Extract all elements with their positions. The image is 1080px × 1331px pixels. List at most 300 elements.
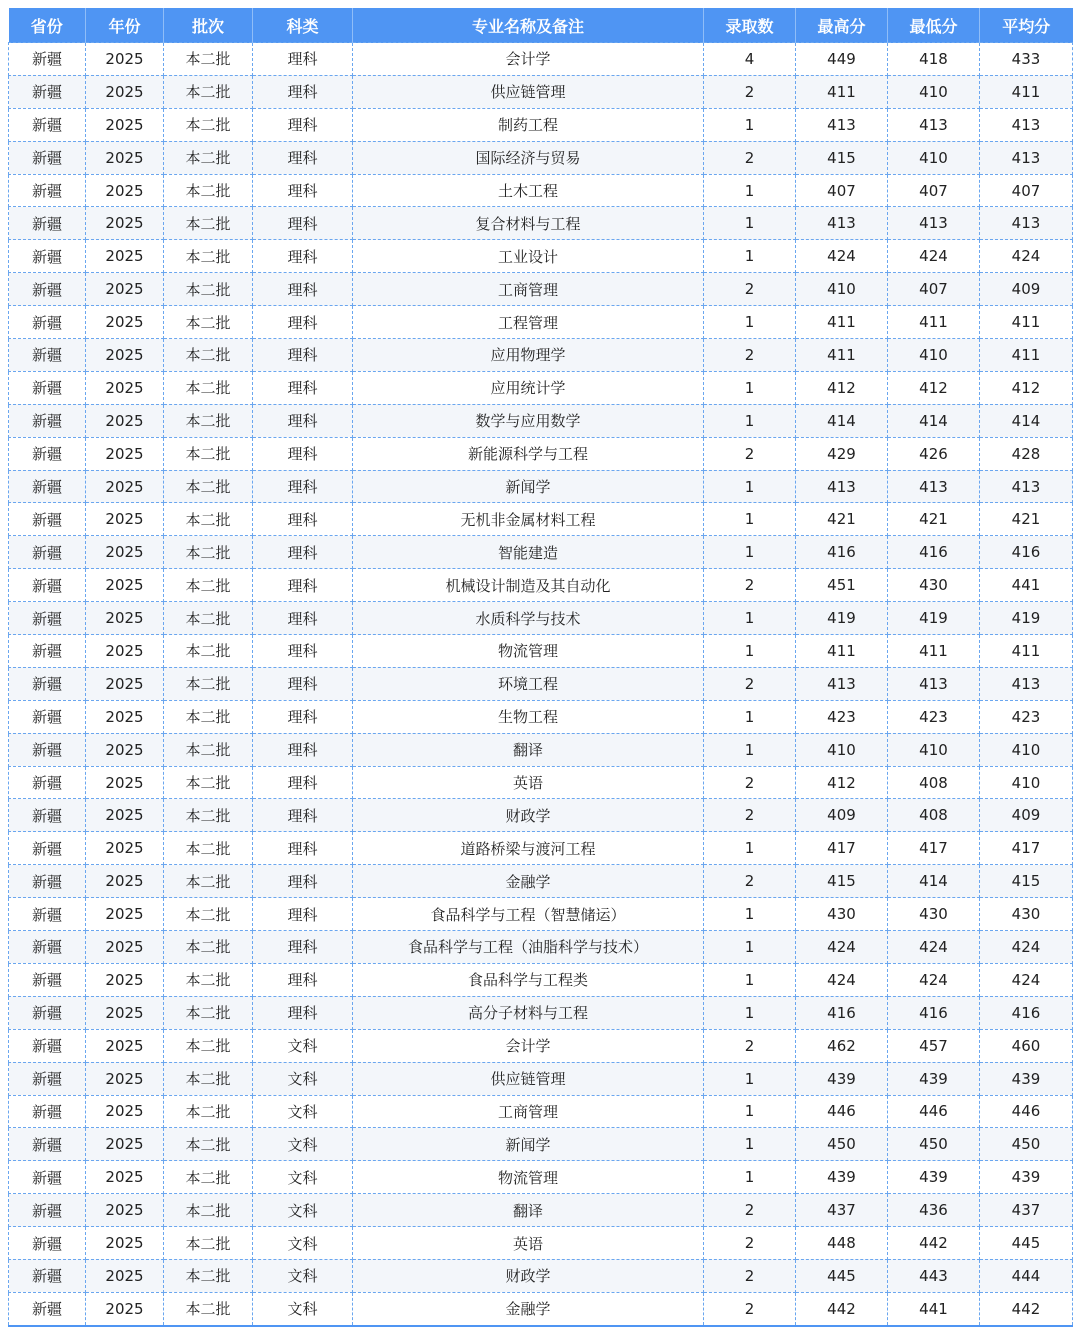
province-cell: 新疆 <box>9 1062 86 1095</box>
table-row <box>9 1128 1073 1161</box>
admitted-count-cell: 1 <box>704 1161 796 1194</box>
max-score-cell: 413 <box>796 108 888 141</box>
batch-cell: 本二批 <box>164 832 253 865</box>
table-row <box>9 240 1073 273</box>
subject-type-cell: 理科 <box>253 667 353 700</box>
admitted-count-cell: 2 <box>704 1292 796 1325</box>
max-score-cell: 423 <box>796 700 888 733</box>
header-province: 省份 <box>9 8 86 43</box>
province-cell: 新疆 <box>9 832 86 865</box>
year-cell: 2025 <box>86 766 164 799</box>
major-name-cell: 金融学 <box>353 865 704 898</box>
avg-score-cell: 445 <box>980 1227 1073 1260</box>
year-cell: 2025 <box>86 43 164 76</box>
table-row <box>9 1095 1073 1128</box>
batch-cell: 本二批 <box>164 536 253 569</box>
province-cell: 新疆 <box>9 931 86 964</box>
max-score-cell: 424 <box>796 931 888 964</box>
avg-score-cell: 417 <box>980 832 1073 865</box>
min-score-cell: 450 <box>888 1128 980 1161</box>
province-cell: 新疆 <box>9 240 86 273</box>
avg-score-cell: 411 <box>980 339 1073 372</box>
batch-cell: 本二批 <box>164 602 253 635</box>
province-cell: 新疆 <box>9 43 86 76</box>
subject-type-cell: 理科 <box>253 371 353 404</box>
min-score-cell: 414 <box>888 865 980 898</box>
year-cell: 2025 <box>86 1227 164 1260</box>
min-score-cell: 439 <box>888 1062 980 1095</box>
avg-score-cell: 414 <box>980 404 1073 437</box>
table-row <box>9 898 1073 931</box>
avg-score-cell: 413 <box>980 141 1073 174</box>
batch-cell: 本二批 <box>164 43 253 76</box>
batch-cell: 本二批 <box>164 141 253 174</box>
major-name-cell: 工程管理 <box>353 306 704 339</box>
table-row <box>9 141 1073 174</box>
batch-cell: 本二批 <box>164 240 253 273</box>
batch-cell: 本二批 <box>164 996 253 1029</box>
province-cell: 新疆 <box>9 339 86 372</box>
subject-type-cell: 文科 <box>253 1128 353 1161</box>
batch-cell: 本二批 <box>164 437 253 470</box>
year-cell: 2025 <box>86 404 164 437</box>
major-name-cell: 智能建造 <box>353 536 704 569</box>
min-score-cell: 413 <box>888 207 980 240</box>
subject-type-cell: 文科 <box>253 1259 353 1292</box>
admitted-count-cell: 1 <box>704 733 796 766</box>
avg-score-cell: 424 <box>980 931 1073 964</box>
province-cell: 新疆 <box>9 1227 86 1260</box>
batch-cell: 本二批 <box>164 931 253 964</box>
max-score-cell: 439 <box>796 1161 888 1194</box>
subject-type-cell: 理科 <box>253 536 353 569</box>
max-score-cell: 411 <box>796 339 888 372</box>
avg-score-cell: 460 <box>980 1029 1073 1062</box>
province-cell: 新疆 <box>9 963 86 996</box>
header-min-score: 最低分 <box>888 8 980 43</box>
admitted-count-cell: 1 <box>704 1095 796 1128</box>
admitted-count-cell: 1 <box>704 1128 796 1161</box>
subject-type-cell: 文科 <box>253 1292 353 1325</box>
table-row <box>9 273 1073 306</box>
table-body <box>9 43 1073 1326</box>
year-cell: 2025 <box>86 207 164 240</box>
avg-score-cell: 433 <box>980 43 1073 76</box>
avg-score-cell: 442 <box>980 1292 1073 1325</box>
year-cell: 2025 <box>86 306 164 339</box>
avg-score-cell: 411 <box>980 635 1073 668</box>
table-row <box>9 865 1073 898</box>
table-row <box>9 931 1073 964</box>
max-score-cell: 446 <box>796 1095 888 1128</box>
min-score-cell: 411 <box>888 635 980 668</box>
batch-cell: 本二批 <box>164 569 253 602</box>
max-score-cell: 430 <box>796 898 888 931</box>
subject-type-cell: 理科 <box>253 75 353 108</box>
admitted-count-cell: 1 <box>704 470 796 503</box>
major-name-cell: 供应链管理 <box>353 75 704 108</box>
major-name-cell: 供应链管理 <box>353 1062 704 1095</box>
province-cell: 新疆 <box>9 141 86 174</box>
year-cell: 2025 <box>86 832 164 865</box>
min-score-cell: 442 <box>888 1227 980 1260</box>
table-row <box>9 700 1073 733</box>
table-row <box>9 766 1073 799</box>
max-score-cell: 419 <box>796 602 888 635</box>
major-name-cell: 食品科学与工程（油脂科学与技术） <box>353 931 704 964</box>
subject-type-cell: 文科 <box>253 1062 353 1095</box>
subject-type-cell: 理科 <box>253 141 353 174</box>
admitted-count-cell: 1 <box>704 700 796 733</box>
batch-cell: 本二批 <box>164 733 253 766</box>
year-cell: 2025 <box>86 865 164 898</box>
major-name-cell: 机械设计制造及其自动化 <box>353 569 704 602</box>
max-score-cell: 415 <box>796 865 888 898</box>
table-row <box>9 404 1073 437</box>
min-score-cell: 416 <box>888 536 980 569</box>
batch-cell: 本二批 <box>164 1161 253 1194</box>
major-name-cell: 高分子材料与工程 <box>353 996 704 1029</box>
subject-type-cell: 理科 <box>253 339 353 372</box>
major-name-cell: 数学与应用数学 <box>353 404 704 437</box>
max-score-cell: 442 <box>796 1292 888 1325</box>
province-cell: 新疆 <box>9 865 86 898</box>
min-score-cell: 410 <box>888 339 980 372</box>
min-score-cell: 411 <box>888 306 980 339</box>
avg-score-cell: 410 <box>980 733 1073 766</box>
admitted-count-cell: 2 <box>704 273 796 306</box>
table-row <box>9 799 1073 832</box>
max-score-cell: 437 <box>796 1194 888 1227</box>
subject-type-cell: 理科 <box>253 635 353 668</box>
avg-score-cell: 421 <box>980 503 1073 536</box>
year-cell: 2025 <box>86 1128 164 1161</box>
province-cell: 新疆 <box>9 371 86 404</box>
avg-score-cell: 428 <box>980 437 1073 470</box>
batch-cell: 本二批 <box>164 865 253 898</box>
year-cell: 2025 <box>86 503 164 536</box>
admitted-count-cell: 1 <box>704 832 796 865</box>
max-score-cell: 416 <box>796 996 888 1029</box>
year-cell: 2025 <box>86 1259 164 1292</box>
major-name-cell: 新闻学 <box>353 470 704 503</box>
major-name-cell: 制药工程 <box>353 108 704 141</box>
admitted-count-cell: 2 <box>704 766 796 799</box>
subject-type-cell: 理科 <box>253 898 353 931</box>
avg-score-cell: 444 <box>980 1259 1073 1292</box>
major-name-cell: 生物工程 <box>353 700 704 733</box>
max-score-cell: 412 <box>796 766 888 799</box>
major-name-cell: 环境工程 <box>353 667 704 700</box>
avg-score-cell: 419 <box>980 602 1073 635</box>
province-cell: 新疆 <box>9 1259 86 1292</box>
table-row <box>9 339 1073 372</box>
table-row <box>9 832 1073 865</box>
subject-type-cell: 理科 <box>253 470 353 503</box>
admitted-count-cell: 1 <box>704 174 796 207</box>
max-score-cell: 448 <box>796 1227 888 1260</box>
admitted-count-cell: 2 <box>704 339 796 372</box>
subject-type-cell: 理科 <box>253 503 353 536</box>
table-row <box>9 569 1073 602</box>
max-score-cell: 416 <box>796 536 888 569</box>
year-cell: 2025 <box>86 733 164 766</box>
avg-score-cell: 413 <box>980 108 1073 141</box>
province-cell: 新疆 <box>9 766 86 799</box>
table-row <box>9 602 1073 635</box>
max-score-cell: 410 <box>796 273 888 306</box>
admitted-count-cell: 2 <box>704 569 796 602</box>
province-cell: 新疆 <box>9 1029 86 1062</box>
header-row <box>9 8 1073 43</box>
table-row <box>9 963 1073 996</box>
subject-type-cell: 理科 <box>253 700 353 733</box>
avg-score-cell: 409 <box>980 273 1073 306</box>
avg-score-cell: 424 <box>980 963 1073 996</box>
min-score-cell: 410 <box>888 733 980 766</box>
admitted-count-cell: 1 <box>704 1062 796 1095</box>
year-cell: 2025 <box>86 931 164 964</box>
min-score-cell: 424 <box>888 931 980 964</box>
province-cell: 新疆 <box>9 1128 86 1161</box>
avg-score-cell: 413 <box>980 207 1073 240</box>
table-row <box>9 503 1073 536</box>
max-score-cell: 450 <box>796 1128 888 1161</box>
province-cell: 新疆 <box>9 306 86 339</box>
subject-type-cell: 理科 <box>253 569 353 602</box>
min-score-cell: 410 <box>888 141 980 174</box>
header-batch: 批次 <box>164 8 253 43</box>
batch-cell: 本二批 <box>164 470 253 503</box>
batch-cell: 本二批 <box>164 75 253 108</box>
table-row <box>9 174 1073 207</box>
header-admitted-count: 录取数 <box>704 8 796 43</box>
min-score-cell: 424 <box>888 240 980 273</box>
max-score-cell: 424 <box>796 963 888 996</box>
max-score-cell: 429 <box>796 437 888 470</box>
min-score-cell: 421 <box>888 503 980 536</box>
table-row <box>9 635 1073 668</box>
table-row <box>9 1029 1073 1062</box>
major-name-cell: 无机非金属材料工程 <box>353 503 704 536</box>
province-cell: 新疆 <box>9 273 86 306</box>
min-score-cell: 424 <box>888 963 980 996</box>
batch-cell: 本二批 <box>164 503 253 536</box>
admitted-count-cell: 1 <box>704 207 796 240</box>
province-cell: 新疆 <box>9 898 86 931</box>
subject-type-cell: 文科 <box>253 1161 353 1194</box>
max-score-cell: 449 <box>796 43 888 76</box>
min-score-cell: 426 <box>888 437 980 470</box>
province-cell: 新疆 <box>9 1161 86 1194</box>
min-score-cell: 407 <box>888 273 980 306</box>
avg-score-cell: 413 <box>980 470 1073 503</box>
avg-score-cell: 415 <box>980 865 1073 898</box>
province-cell: 新疆 <box>9 602 86 635</box>
year-cell: 2025 <box>86 437 164 470</box>
province-cell: 新疆 <box>9 108 86 141</box>
batch-cell: 本二批 <box>164 1227 253 1260</box>
max-score-cell: 413 <box>796 667 888 700</box>
year-cell: 2025 <box>86 470 164 503</box>
batch-cell: 本二批 <box>164 799 253 832</box>
table-row <box>9 108 1073 141</box>
year-cell: 2025 <box>86 1095 164 1128</box>
table-row <box>9 536 1073 569</box>
major-name-cell: 翻译 <box>353 1194 704 1227</box>
min-score-cell: 419 <box>888 602 980 635</box>
batch-cell: 本二批 <box>164 766 253 799</box>
subject-type-cell: 文科 <box>253 1227 353 1260</box>
batch-cell: 本二批 <box>164 963 253 996</box>
batch-cell: 本二批 <box>164 1194 253 1227</box>
subject-type-cell: 理科 <box>253 207 353 240</box>
admitted-count-cell: 1 <box>704 503 796 536</box>
avg-score-cell: 407 <box>980 174 1073 207</box>
year-cell: 2025 <box>86 799 164 832</box>
year-cell: 2025 <box>86 1161 164 1194</box>
admitted-count-cell: 2 <box>704 1259 796 1292</box>
min-score-cell: 414 <box>888 404 980 437</box>
table-row <box>9 470 1073 503</box>
max-score-cell: 412 <box>796 371 888 404</box>
admitted-count-cell: 1 <box>704 240 796 273</box>
avg-score-cell: 411 <box>980 75 1073 108</box>
subject-type-cell: 理科 <box>253 306 353 339</box>
avg-score-cell: 423 <box>980 700 1073 733</box>
admitted-count-cell: 1 <box>704 306 796 339</box>
table-row <box>9 1227 1073 1260</box>
batch-cell: 本二批 <box>164 1128 253 1161</box>
admitted-count-cell: 1 <box>704 931 796 964</box>
admitted-count-cell: 1 <box>704 108 796 141</box>
province-cell: 新疆 <box>9 667 86 700</box>
subject-type-cell: 理科 <box>253 766 353 799</box>
major-name-cell: 工商管理 <box>353 273 704 306</box>
header-year: 年份 <box>86 8 164 43</box>
table-row <box>9 1062 1073 1095</box>
table-row <box>9 306 1073 339</box>
avg-score-cell: 439 <box>980 1161 1073 1194</box>
min-score-cell: 413 <box>888 667 980 700</box>
admitted-count-cell: 2 <box>704 865 796 898</box>
year-cell: 2025 <box>86 141 164 174</box>
header-avg-score: 平均分 <box>980 8 1073 43</box>
subject-type-cell: 文科 <box>253 1194 353 1227</box>
max-score-cell: 417 <box>796 832 888 865</box>
admitted-count-cell: 2 <box>704 437 796 470</box>
min-score-cell: 430 <box>888 569 980 602</box>
major-name-cell: 土木工程 <box>353 174 704 207</box>
subject-type-cell: 理科 <box>253 404 353 437</box>
subject-type-cell: 理科 <box>253 799 353 832</box>
subject-type-cell: 理科 <box>253 963 353 996</box>
subject-type-cell: 理科 <box>253 273 353 306</box>
major-name-cell: 英语 <box>353 1227 704 1260</box>
province-cell: 新疆 <box>9 174 86 207</box>
year-cell: 2025 <box>86 635 164 668</box>
min-score-cell: 430 <box>888 898 980 931</box>
batch-cell: 本二批 <box>164 108 253 141</box>
batch-cell: 本二批 <box>164 371 253 404</box>
year-cell: 2025 <box>86 273 164 306</box>
major-name-cell: 新能源科学与工程 <box>353 437 704 470</box>
admitted-count-cell: 2 <box>704 75 796 108</box>
major-name-cell: 英语 <box>353 766 704 799</box>
table-row <box>9 207 1073 240</box>
year-cell: 2025 <box>86 1194 164 1227</box>
subject-type-cell: 理科 <box>253 733 353 766</box>
province-cell: 新疆 <box>9 1194 86 1227</box>
table-row <box>9 733 1073 766</box>
subject-type-cell: 理科 <box>253 43 353 76</box>
max-score-cell: 445 <box>796 1259 888 1292</box>
year-cell: 2025 <box>86 898 164 931</box>
admitted-count-cell: 2 <box>704 1029 796 1062</box>
avg-score-cell: 424 <box>980 240 1073 273</box>
min-score-cell: 417 <box>888 832 980 865</box>
subject-type-cell: 理科 <box>253 108 353 141</box>
max-score-cell: 411 <box>796 75 888 108</box>
province-cell: 新疆 <box>9 207 86 240</box>
major-name-cell: 工业设计 <box>353 240 704 273</box>
year-cell: 2025 <box>86 1292 164 1325</box>
min-score-cell: 418 <box>888 43 980 76</box>
year-cell: 2025 <box>86 108 164 141</box>
year-cell: 2025 <box>86 174 164 207</box>
avg-score-cell: 416 <box>980 996 1073 1029</box>
year-cell: 2025 <box>86 963 164 996</box>
major-name-cell: 财政学 <box>353 799 704 832</box>
avg-score-cell: 416 <box>980 536 1073 569</box>
major-name-cell: 物流管理 <box>353 635 704 668</box>
admitted-count-cell: 2 <box>704 667 796 700</box>
year-cell: 2025 <box>86 371 164 404</box>
avg-score-cell: 413 <box>980 667 1073 700</box>
avg-score-cell: 441 <box>980 569 1073 602</box>
admitted-count-cell: 1 <box>704 996 796 1029</box>
province-cell: 新疆 <box>9 996 86 1029</box>
avg-score-cell: 430 <box>980 898 1073 931</box>
major-name-cell: 道路桥梁与渡河工程 <box>353 832 704 865</box>
table-row <box>9 437 1073 470</box>
admission-scores-table-wrapper <box>8 8 1072 1327</box>
header-max-score: 最高分 <box>796 8 888 43</box>
province-cell: 新疆 <box>9 569 86 602</box>
min-score-cell: 439 <box>888 1161 980 1194</box>
batch-cell: 本二批 <box>164 1062 253 1095</box>
admitted-count-cell: 2 <box>704 141 796 174</box>
year-cell: 2025 <box>86 700 164 733</box>
table-row <box>9 1292 1073 1325</box>
subject-type-cell: 理科 <box>253 931 353 964</box>
province-cell: 新疆 <box>9 536 86 569</box>
major-name-cell: 食品科学与工程类 <box>353 963 704 996</box>
min-score-cell: 407 <box>888 174 980 207</box>
major-name-cell: 会计学 <box>353 43 704 76</box>
major-name-cell: 物流管理 <box>353 1161 704 1194</box>
major-name-cell: 复合材料与工程 <box>353 207 704 240</box>
admitted-count-cell: 1 <box>704 371 796 404</box>
admitted-count-cell: 2 <box>704 1194 796 1227</box>
max-score-cell: 439 <box>796 1062 888 1095</box>
table-header <box>9 8 1073 43</box>
table-row <box>9 1194 1073 1227</box>
batch-cell: 本二批 <box>164 1292 253 1325</box>
avg-score-cell: 439 <box>980 1062 1073 1095</box>
major-name-cell: 水质科学与技术 <box>353 602 704 635</box>
major-name-cell: 应用统计学 <box>353 371 704 404</box>
